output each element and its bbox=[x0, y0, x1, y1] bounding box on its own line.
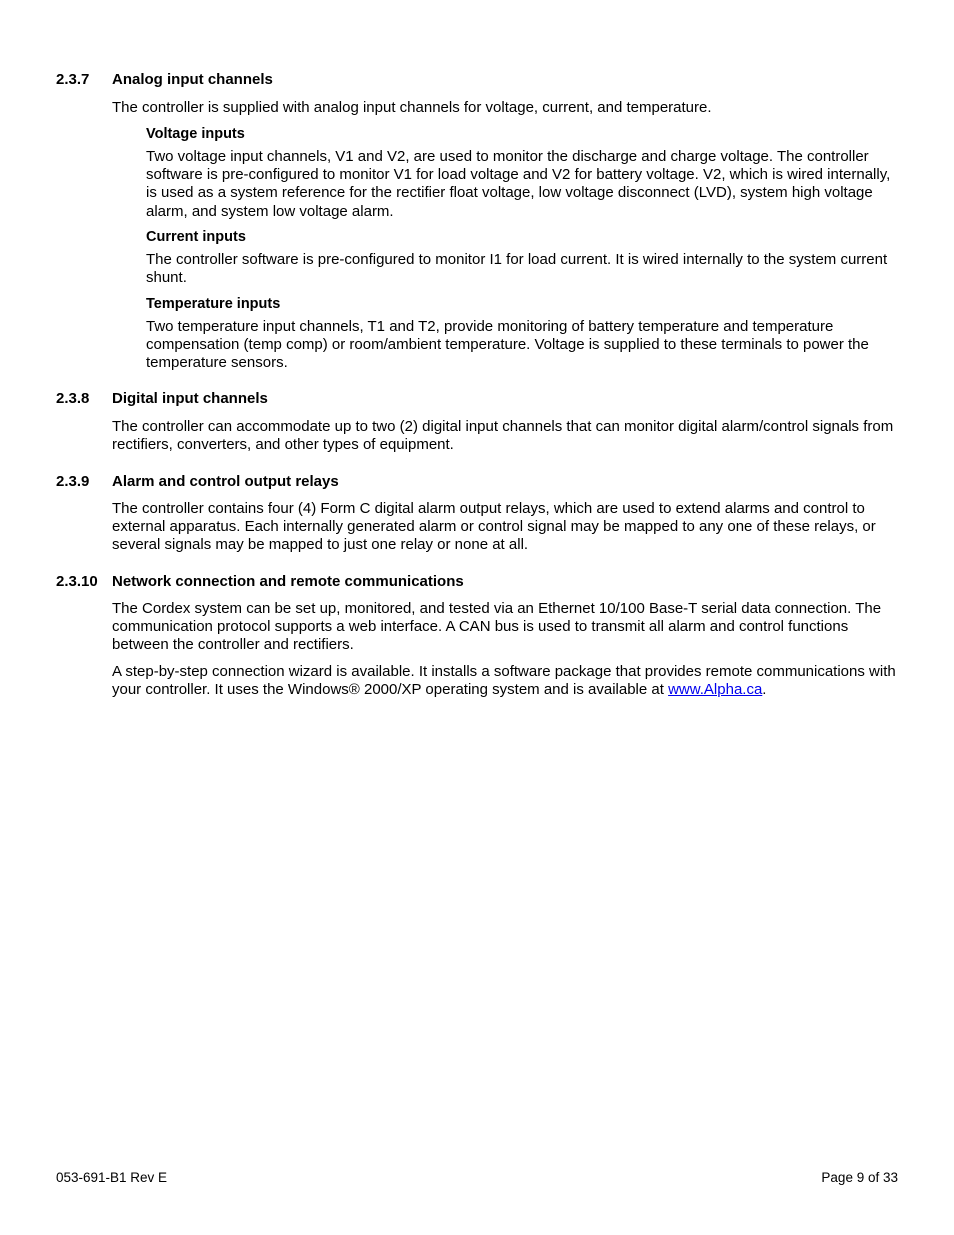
section-number: 2.3.8 bbox=[56, 390, 90, 407]
section-heading-2-3-8 bbox=[56, 390, 268, 408]
footer-page-number: Page 9 of 33 bbox=[821, 1170, 898, 1185]
footer-document-id: 053-691-B1 Rev E bbox=[56, 1170, 168, 1185]
section-title: Analog input channels bbox=[112, 71, 273, 88]
alpha-website-link[interactable]: www.Alpha.ca bbox=[668, 681, 763, 699]
section-number: 2.3.7 bbox=[56, 71, 90, 88]
network-paragraph: The Cordex system can be set up, monitored, and tested via an Ethernet 10/100 Base-T serial data connection. The communication protocol supports a web interface. A CAN bus is used to transmit all alarm and control functions between the controller and rectifiers. bbox=[112, 600, 882, 654]
output-relays-paragraph: The controller contains four (4) Form C digital alarm output relays, which are used to extend alarms and control to external apparatus. Each internally generated alarm or control signal may be mapped to any one of these relays, or several signals may be mapped to just one relay or none at all. bbox=[112, 500, 876, 554]
section-heading-2-3-10 bbox=[56, 573, 464, 591]
temperature-inputs-paragraph: Two temperature input channels, T1 and T2, provide monitoring of battery temperature and temperature compensation (temp comp) or room/ambient temperature. Voltage is supplied to these terminals to power the temperature sensors. bbox=[146, 318, 869, 372]
current-inputs-paragraph: The controller software is pre-configured to monitor I1 for load current. It is wired internally to the system current shunt. bbox=[146, 251, 888, 287]
section-number: 2.3.10 bbox=[56, 573, 98, 590]
section-title: Network connection and remote communications bbox=[112, 573, 464, 590]
section-heading-2-3-9 bbox=[56, 473, 339, 491]
wizard-text-end: . bbox=[762, 681, 767, 699]
section-title: Alarm and control output relays bbox=[112, 473, 339, 490]
current-inputs-heading: Current inputs bbox=[146, 229, 246, 245]
analog-intro-paragraph: The controller is supplied with analog input channels for voltage, current, and temperature. bbox=[112, 99, 712, 116]
section-heading-2-3-7 bbox=[56, 71, 273, 89]
section-title: Digital input channels bbox=[112, 390, 268, 407]
temperature-inputs-heading: Temperature inputs bbox=[146, 296, 281, 312]
wizard-text: A step-by-step connection wizard is available. It installs a software package that provides remote communications with your controller. It uses the Windows® 2000/XP operating system and is available at bbox=[112, 663, 896, 699]
connection-wizard-paragraph bbox=[112, 663, 902, 699]
digital-input-paragraph: The controller can accommodate up to two (2) digital input channels that can monitor digital alarm/control signals from rectifiers, converters, and other types of equipment. bbox=[112, 418, 894, 454]
voltage-inputs-paragraph: Two voltage input channels, V1 and V2, are used to monitor the discharge and charge voltage. The controller software is pre-configured to monitor V1 for load voltage and V2 for battery voltage. V2, which is wired internally, is used as a system reference for the rectifier float voltage, low voltage disconnect (LVD), system high voltage alarm, and system low voltage alarm. bbox=[146, 148, 891, 220]
voltage-inputs-heading: Voltage inputs bbox=[146, 126, 245, 142]
section-number: 2.3.9 bbox=[56, 473, 90, 490]
